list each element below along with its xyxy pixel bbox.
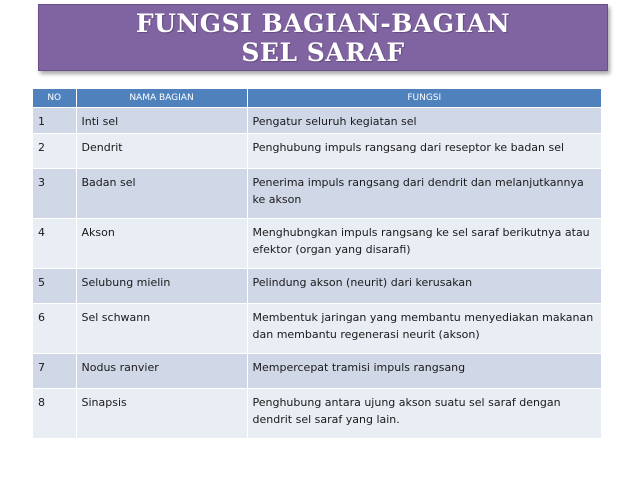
cell-fungsi: Pengatur seluruh kegiatan sel [247,108,601,134]
cell-nama: Selubung mielin [76,269,247,304]
cell-no: 2 [33,134,76,169]
cell-no: 6 [33,304,76,354]
cell-nama: Dendrit [76,134,247,169]
table-row [33,134,601,169]
table-row [33,354,601,389]
page-title: FUNGSI BAGIAN-BAGIAN SEL SARAF [135,8,511,67]
cell-no: 7 [33,354,76,389]
cell-nama: Inti sel [76,108,247,134]
column-header-nama-bagian: NAMA BAGIAN [76,89,247,108]
data-table [33,89,601,438]
cell-nama: Akson [76,219,247,269]
cell-no: 5 [33,269,76,304]
table-row [33,169,601,219]
cell-no: 8 [33,389,76,439]
table-row [33,389,601,439]
cell-fungsi: Menghubngkan impuls rangsang ke sel saraf berikutnya atau efektor (organ yang disarafi) [247,219,601,269]
table-row [33,108,601,134]
table-header-row [33,89,601,108]
cell-fungsi: Penghubung impuls rangsang dari reseptor ke badan sel [247,134,601,169]
table-row [33,304,601,354]
title-banner [38,4,608,71]
cell-fungsi: Penghubung antara ujung akson suatu sel saraf dengan dendrit sel saraf yang lain. [247,389,601,439]
column-header-fungsi: FUNGSI [247,89,601,108]
cell-nama: Sel schwann [76,304,247,354]
cell-no: 1 [33,108,76,134]
cell-nama: Sinapsis [76,389,247,439]
cell-nama: Nodus ranvier [76,354,247,389]
column-header-no: NO [33,89,76,108]
cell-no: 3 [33,169,76,219]
cell-nama: Badan sel [76,169,247,219]
cell-fungsi: Pelindung akson (neurit) dari kerusakan [247,269,601,304]
cell-fungsi: Membentuk jaringan yang membantu menyediakan makanan dan membantu regenerasi neurit (akson) [247,304,601,354]
cell-fungsi: Penerima impuls rangsang dari dendrit dan melanjutkannya ke akson [247,169,601,219]
table-row [33,269,601,304]
cell-no: 4 [33,219,76,269]
cell-fungsi: Mempercepat tramisi impuls rangsang [247,354,601,389]
table-row [33,219,601,269]
